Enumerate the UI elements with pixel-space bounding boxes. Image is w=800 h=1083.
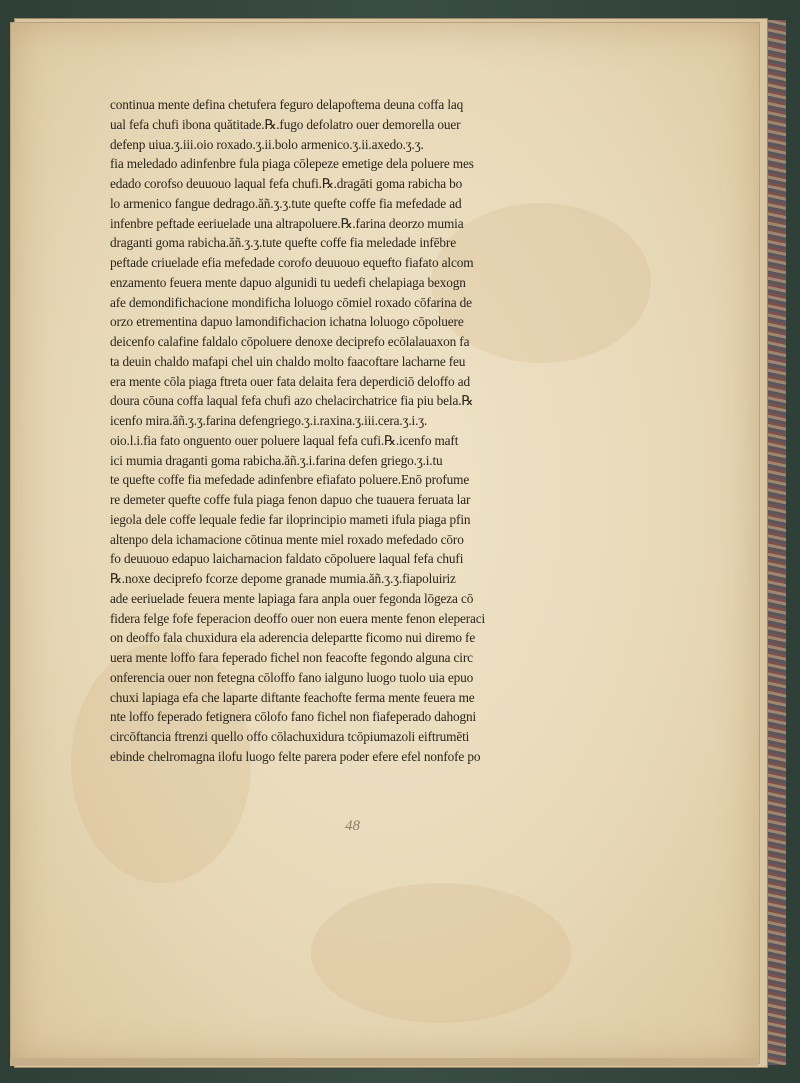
text-line: doura cōuna coffa laqual fefa chufi azo chelacirchatrice fia piu bela.℞ [110,393,474,409]
text-line: fidera felge fofe feperacion deoffo ouer non euera mente fenon eleperaci [110,610,486,626]
text-line: altenpo dela ichamacione cōtinua mente miel roxado mefedado cōro [110,531,464,547]
text-line: ici mumia draganti goma rabicha.ăñ.ʒ.i.farina defen griego.ʒ.i.tu [110,452,443,468]
text-line: fia meledado adinfenbre fula piaga cōlepeze emetige dela poluere mes [110,156,474,172]
text-line: lo armenico fangue dedrago.ăñ.ʒ.ʒ.tute quefte coffe fia mefedade ad [110,195,462,211]
paper-stain [311,883,571,1023]
folio-number: 48 [345,818,360,834]
text-line: edado corofso deuuouo laqual fefa chufi.℞.dragāti goma rabicha bo [110,176,463,191]
page-bottom-edge [10,1058,758,1066]
text-line: peftade criuelade efia mefedade corofo deuuouo equefto fiafato alcom [110,255,474,270]
text-line: te quefte coffe fia mefedade adinfenbre efiafato poluere.Enō profume [110,472,470,488]
text-line: icenfo mira.ăñ.ʒ.ʒ.farina defengriego.ʒ.i.raxina.ʒ.iii.cera.ʒ.i.ʒ. [110,413,428,428]
text-line: circōftancia ftrenzi quello offo cōlachuxidura tcōpiumazoli eiftrumēti [110,729,470,744]
text-line: orzo etrementina dapuo lamondifichacion ichatna loluogo cōpoluere [110,314,464,330]
text-line: nte loffo feperado fetignera cōlofo fano fichel non fiafeperado dahogni [110,709,477,725]
text-line: afe demondifichacione mondificha loluogo cōmiel roxado cōfarina de [110,294,472,310]
text-line: chuxi lapiaga efa che laparte diftante feachofte ferma mente feuera me [110,689,475,705]
text-block [110,95,610,767]
text-line: uera mente loffo fara feperado fichel non feacofte fegondo alguna circ [110,650,473,665]
text-line: draganti goma rabicha.ăñ.ʒ.ʒ.tute quefte coffe fia meledade infēbre [110,235,456,251]
text-line: enzamento feuera mente dapuo algunidi tu uedefi chelapiaga bexogn [110,274,466,290]
text-line: deicenfo calafine faldalo cōpoluere denoxe deciprefo ecōlalauaxon fa [110,334,470,349]
text-line: fo deuuouo edapuo laicharnacion faldato cōpoluere laqual fefa chufi [110,551,464,567]
text-line: ℞.noxe deciprefo fcorze depome granade mumia.ăñ.ʒ.ʒ.fiapoluiriz [110,571,456,586]
text-line: re demeter quefte coffe fula piaga fenon dapuo che tuauera feruata lar [110,492,471,507]
text-line: defenp uiua.ʒ.iii.oio roxado.ʒ.ii.bolo armenico.ʒ.ii.axedo.ʒ.ʒ. [110,136,424,152]
text-line: on deoffo fala chuxidura ela aderencia delepartte ficomo nui diremo fe [110,630,476,646]
text-line: ebinde chelromagna ilofu luogo felte parera poder efere efel nonfofe po [110,748,481,764]
text-line: onferencia ouer non fetegna cōloffo fano ialguno luogo tuolo uia epuo [110,669,474,685]
text-line: infenbre peftade eeriuelade una altrapoluere.℞.farina deorzo mumia [110,215,464,231]
text-line: ade eeriuelade feuera mente lapiaga fara anpla ouer fegonda lōgeza cō [110,590,474,606]
text-line: ual fefa chufi ibona quătitade.℞.fugo defolatro ouer demorella ouer [110,116,461,132]
text-line: ta deuin chaldo mafapi chel uin chaldo molto faacoftare lacharne feu [110,353,466,369]
text-line: continua mente defina chetufera feguro delapoftema deuna coffa laq [110,97,464,112]
text-line: oio.l.i.fia fato onguento ouer poluere laqual fefa cufi.℞.icenfo maft [110,432,459,448]
text-line: era mente cōla piaga ftreta ouer fata delaita fera deperdiciō deloffo ad [110,373,470,389]
text-line: iegola dele coffe lequale fedie far iloprincipio mameti ifula piaga pfin [110,511,471,527]
